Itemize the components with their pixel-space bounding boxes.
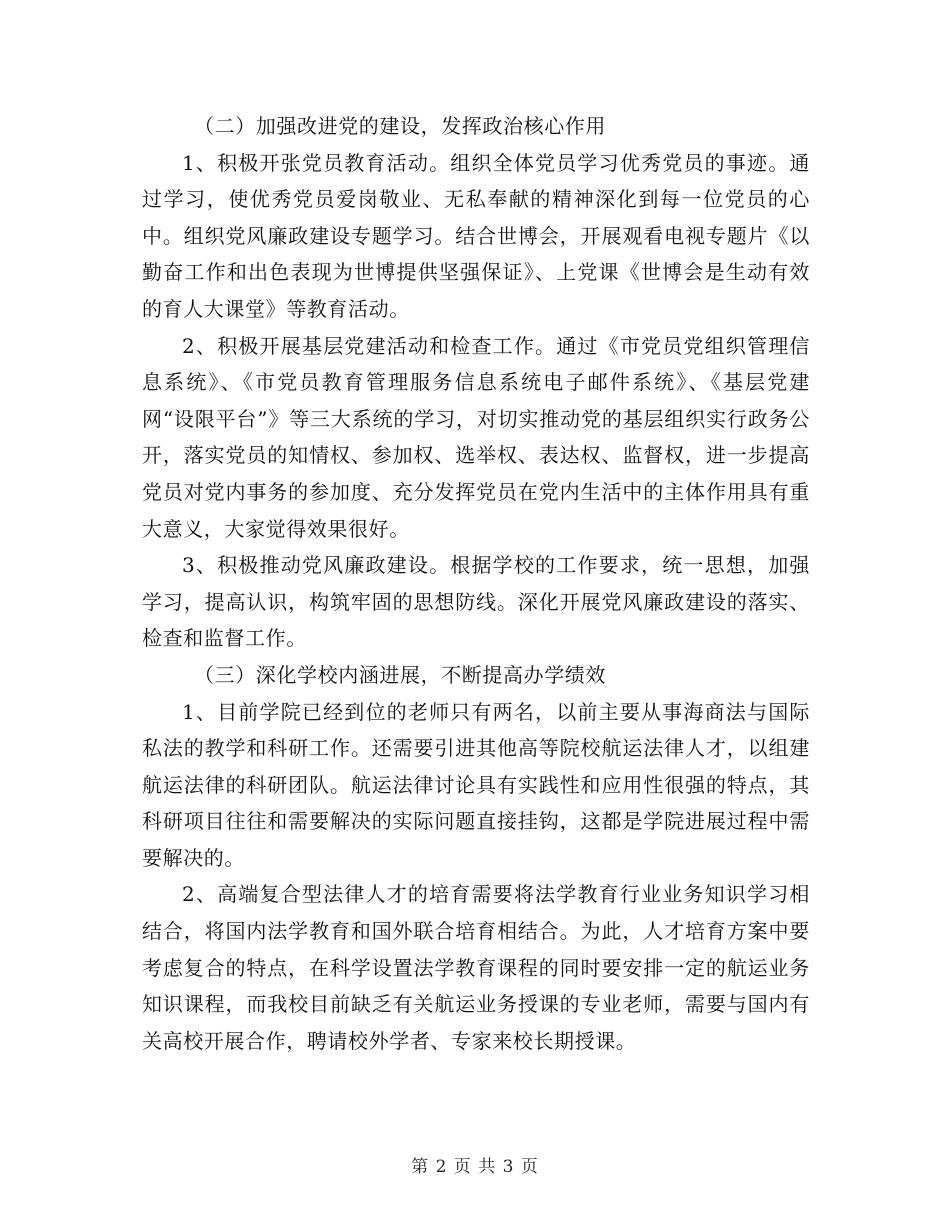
section-heading-school-development: （三）深化学校内涵进展，不断提高办学绩效	[194, 662, 606, 687]
paragraph-party-education: 1、积极开张党员教育活动。组织全体党员学习优秀党员的事迹。通过学习，使优秀党员爱岗敬业、无私奉献的精神深化到每一位党员的心中。组织党风廉政建设专题学习。结合世博会，开展观看电视专题片《以勤奋工作和出色表现为世博提供坚强保证》、上党课《世博会是生动有效的育人大课堂》等教育活动。	[142, 150, 810, 321]
document-body	[142, 108, 810, 1059]
paragraph-talent-training: 2、高端复合型法律人才的培育需要将法学教育行业业务知识学习相结合，将国内法学教育和国外联合培育相结合。为此，人才培育方案中要考虑复合的特点，在科学设置法学教育课程的同时要安排一定的航运业务知识课程，而我校目前缺乏有关航运业务授课的专业老师，需要与国内有关高校开展合作，聘请校外学者、专家来校长期授课。	[142, 882, 810, 1053]
paragraph-clean-governance: 3、积极推动党风廉政建设。根据学校的工作要求，统一思想，加强学习，提高认识，构筑牢固的思想防线。深化开展党风廉政建设的落实、检查和监督工作。	[142, 553, 810, 651]
page-number-footer: 第 2 页 共 3 页	[411, 1157, 539, 1177]
section-heading-party-building: （二）加强改进党的建设，发挥政治核心作用	[194, 114, 606, 138]
paragraph-grassroots-party-work: 2、积极开展基层党建活动和检查工作。通过《市党员党组织管理信息系统》、《市党员教育管理服务信息系统电子邮件系统》、《基层党建网“设限平台”》等三大系统的学习，对切实推动党的基层组织实行政务公开，落实党员的知情权、参加权、选举权、表达权、监督权，进一步提高党员对党内事务的参加度、充分发挥党员在党内生活中的主体作用具有重大意义，大家觉得效果很好。	[142, 333, 810, 541]
paragraph-faculty-team: 1、目前学院已经到位的老师只有两名，以前主要从事海商法与国际私法的教学和科研工作。还需要引进其他高等院校航运法律人才，以组建航运法律的科研团队。航运法律讨论具有实践性和应用性很强的特点，其科研项目往往和需要解决的实际问题直接挂钩，这都是学院进展过程中需要解决的。	[142, 699, 810, 870]
